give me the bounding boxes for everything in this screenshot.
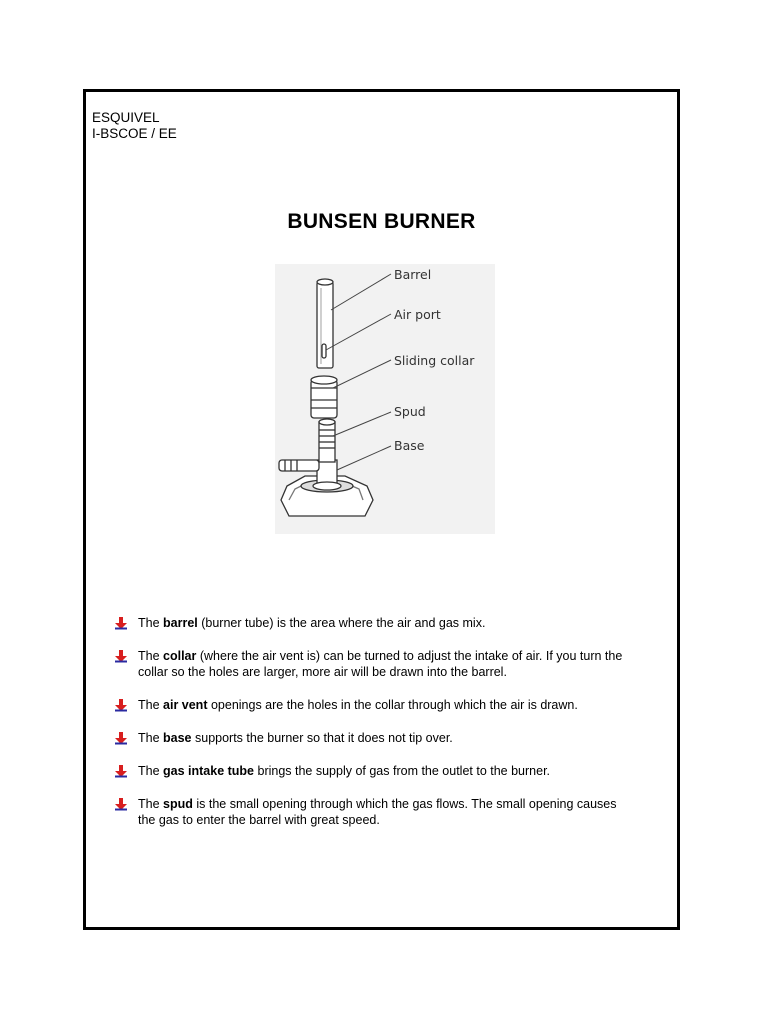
label-sliding-collar: Sliding collar: [394, 353, 475, 368]
sliding-collar-leader: [333, 360, 391, 388]
item-text: supports the burner so that it does not tip over.: [191, 731, 453, 745]
base-stem: [317, 460, 337, 484]
item-term: spud: [163, 797, 193, 811]
list-item: [114, 615, 634, 631]
barrel-top: [317, 279, 333, 285]
bullet-arrow-icon: [114, 617, 128, 630]
bullet-arrow-icon: [114, 765, 128, 778]
bullet-arrow-icon: [114, 798, 128, 811]
page-title: BUNSEN BURNER: [287, 210, 476, 233]
barrel-leader: [331, 274, 391, 310]
label-air-port: Air port: [394, 307, 441, 322]
item-prefix: The: [138, 797, 164, 811]
list-item: [114, 763, 634, 779]
bunsen-burner-drawing: [275, 264, 495, 534]
bullet-arrow-icon: [114, 650, 128, 663]
spud-leader: [333, 412, 391, 436]
sliding-collar-shape: [311, 380, 337, 418]
page-frame: [83, 89, 680, 930]
label-spud: Spud: [394, 404, 426, 419]
item-text: (burner tube) is the area where the air and gas mix.: [197, 616, 486, 630]
definition-list: [114, 615, 634, 845]
item-text: (where the air vent is) can be turned to adjust the intake of air. If you turn the collar so the holes are larger, more air will be drawn into the barrel.: [138, 649, 623, 679]
base-leader: [337, 446, 391, 470]
author-block: [92, 110, 177, 142]
item-prefix: The: [138, 616, 164, 630]
label-base: Base: [394, 438, 425, 453]
item-text: openings are the holes in the collar through which the air is drawn.: [207, 698, 578, 712]
item-prefix: The: [138, 731, 164, 745]
item-text: brings the supply of gas from the outlet to the burner.: [254, 764, 551, 778]
list-item: [114, 648, 634, 680]
author-name: ESQUIVEL: [92, 110, 160, 125]
item-text: is the small opening through which the gas flows. The small opening causes the gas to enter the barrel with great speed.: [138, 797, 617, 827]
list-item: [114, 697, 634, 713]
list-item: [114, 796, 634, 828]
air-port-leader: [326, 314, 391, 350]
bunsen-burner-diagram: [275, 264, 495, 534]
bullet-arrow-icon: [114, 732, 128, 745]
item-term: barrel: [163, 616, 198, 630]
item-term: collar: [163, 649, 197, 663]
item-prefix: The: [138, 764, 164, 778]
list-item: [114, 730, 634, 746]
item-term: base: [163, 731, 192, 745]
item-prefix: The: [138, 649, 164, 663]
author-section: I-BSCOE / EE: [92, 126, 177, 141]
item-prefix: The: [138, 698, 164, 712]
bullet-arrow-icon: [114, 699, 128, 712]
collar-top: [311, 376, 337, 384]
air-port-slot: [322, 344, 326, 358]
label-barrel: Barrel: [394, 267, 432, 282]
item-term: gas intake tube: [163, 764, 255, 778]
item-term: air vent: [163, 698, 208, 712]
